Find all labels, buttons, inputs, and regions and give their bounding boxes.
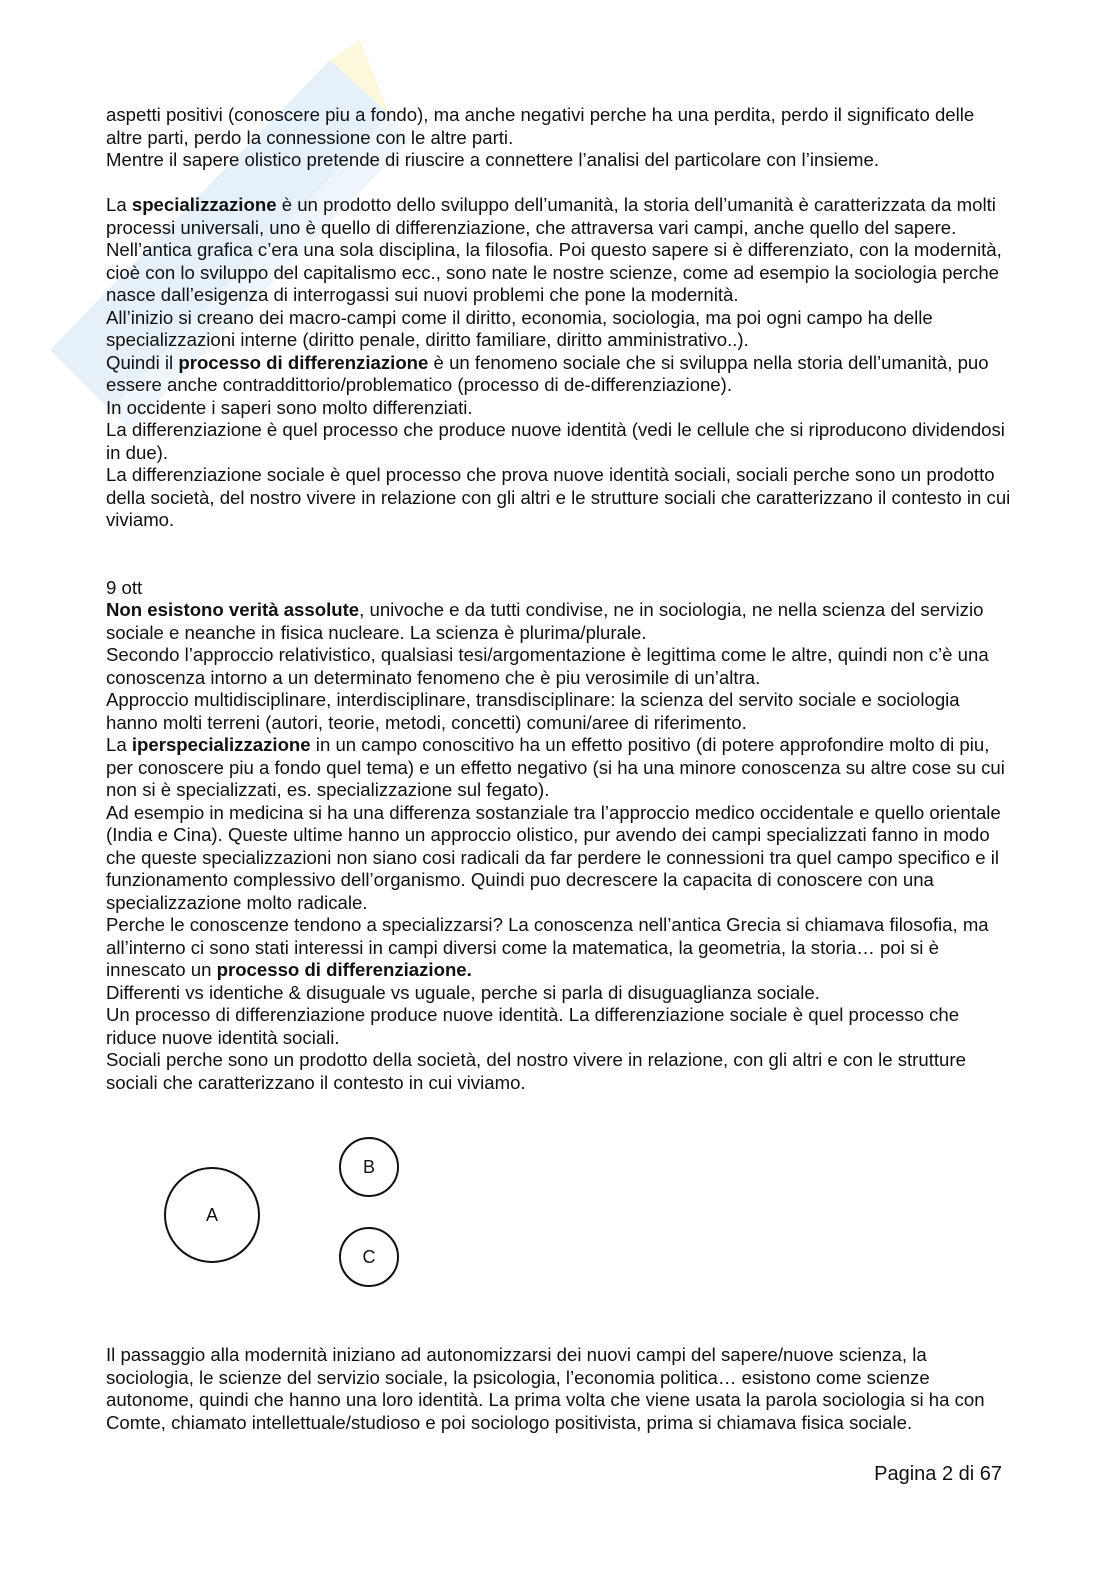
paragraph: [106, 599, 1011, 644]
section-modernita: [106, 1344, 1011, 1434]
text-run: Quindi il: [106, 351, 179, 373]
text-run: Sociali perche sono un prodotto della società, del nostro vivere in relazione, con gli altri e con le strutture sociali che caratterizzano il contesto in cui viviamo.: [106, 1049, 966, 1093]
section-9-ott: [106, 599, 1011, 1094]
paragraph: [106, 352, 1011, 397]
text-run: in un campo conoscitivo ha un effetto positivo (di potere approfondire molto di piu, per conoscere piu a fondo quel tema) e un effetto negativo (si ha una minore conoscenza su altre cose su cui non si è specializzati, es. specializzazione sul fegato).: [106, 734, 1005, 800]
bold-term: Non esistono verità assolute: [106, 599, 360, 620]
paragraph: [106, 397, 1011, 420]
text-run: La differenziazione è quel processo che produce nuove identità (vedi le cellule che si riproducono dividendosi in due).: [106, 419, 1005, 463]
text-run: Mentre il sapere olistico pretende di riuscire a connettere l’analisi del particolare con l’insieme.: [106, 149, 880, 170]
paragraph: [106, 464, 1011, 532]
paragraph: [106, 149, 1011, 172]
paragraph: [106, 419, 1011, 464]
text-run: In occidente i saperi sono molto differenziati.: [106, 396, 473, 418]
bold-term: iperspecializzazione: [131, 734, 311, 755]
paragraph: [106, 644, 1011, 689]
bold-term: specializzazione: [131, 194, 277, 215]
date-heading: 9 ott: [106, 576, 143, 598]
text-run: Un processo di differenziazione produce nuove identità. La differenziazione sociale è quel processo che riduce nuove identità sociali.: [106, 1004, 960, 1048]
text-run: , univoche e da tutti condivise, ne in sociologia, ne nella scienza del servizio sociale e neanche in fisica nucleare. La scienza è plurima/plurale.: [106, 599, 984, 643]
paragraph: [106, 307, 1011, 352]
paragraph: [106, 914, 1011, 982]
text-run: Ad esempio in medicina si ha una differenza sostanziale tra l’approccio medico occidentale e quello orientale (India e Cina). Queste ultime hanno un approccio olistico, pur avendo dei campi specializzati fanno in modo che queste specializzazioni non siano cosi radicali da far perdere le connessioni tra quel campo specifico e il funzionamento complessivo dell’organismo. Quindi puo decrescere la capacita di conoscere con una specializzazione molto radicale.: [106, 801, 1001, 913]
text-run: Secondo l’approccio relativistico, qualsiasi tesi/argomentazione è legittima come le altre, quindi non c’è una conoscenza intorno a un determinato fenomeno che è piu verosimile di un’altra.: [106, 644, 989, 688]
circle-b: [339, 1137, 399, 1197]
paragraph: [106, 734, 1011, 802]
paragraph: [106, 1049, 1011, 1094]
text-run: Perche le conoscenze tendono a specializzarsi? La conoscenza nell’antica Grecia si chiamava filosofia, ma all’interno ci sono stati interessi in campi diversi come la matematica, la geometria, la storia… poi si è innescato un: [106, 914, 989, 980]
paragraph: [106, 802, 1011, 915]
text-run: Il passaggio alla modernità iniziano ad autonomizzarsi dei nuovi campi del sapere/nuove scienza, la sociologia, le scienze del servizio sociale, la psicologia, l’economia politica… esistono come scienze autonome, quindi che hanno una loro identità. La prima volta che viene usata la parola sociologia si ha con Comte, chiamato intellettuale/studioso e poi sociologo positivista, prima si chiamava fisica sociale.: [106, 1344, 985, 1433]
circle-a: [164, 1167, 260, 1263]
differentiation-diagram: [106, 1094, 1011, 1344]
text-run: è un fenomeno sociale che si sviluppa nella storia dell’umanità, puo essere anche contraddittorio/problematico (processo di de-differenziazione).: [106, 351, 989, 395]
paragraph: [106, 689, 1011, 734]
paragraph: [106, 1004, 1011, 1049]
circle-a-label: A: [205, 1204, 218, 1225]
section-specializzazione: [106, 194, 1011, 532]
text-run: La: [106, 194, 132, 215]
text-run: La differenziazione sociale è quel processo che prova nuove identità sociali, sociali perche sono un prodotto della società, del nostro vivere in relazione con gli altri e le strutture sociali che caratterizzano il contesto in cui viviamo.: [106, 464, 1011, 530]
text-run: All’inizio si creano dei macro-campi come il diritto, economia, sociologia, ma poi ogni campo ha delle specializzazioni interne (diritto penale, diritto familiare, diritto amministrativo..).: [106, 306, 933, 350]
document-body: [106, 104, 1011, 1434]
paragraph: [106, 982, 1011, 1005]
bold-term: processo di differenziazione.: [216, 959, 472, 980]
circle-c: [339, 1227, 399, 1287]
text-run: Approccio multidisciplinare, interdisciplinare, transdisciplinare: la scienza del servito sociale e sociologia hanno molti terreni (autori, teorie, metodi, concetti) comuni/aree di riferimento.: [106, 689, 960, 733]
text-run: è un prodotto dello sviluppo dell’umanità, la storia dell’umanità è caratterizzata da molti processi universali, uno è quello di differenziazione, che attraversa vari campi, anche quello del sapere. Nell’antica grafica c’era una sola disciplina, la filosofia. Poi questo sapere si è differenziato, con la modernità, cioè con lo sviluppo del capitalismo ecc., sono nate le nostre scienze, come ad esempio la sociologia perche nasce dall’esigenza di interrogassi sui nuovi problemi che pone la modernità.: [106, 194, 1002, 305]
page-number: Pagina 2 di 67: [874, 1463, 1002, 1485]
text-run: Differenti vs identiche & disuguale vs uguale, perche si parla di disuguaglianza sociale.: [106, 981, 820, 1003]
paragraph: [106, 194, 1011, 307]
section-top: [106, 104, 1011, 172]
bold-term: processo di differenziazione: [178, 351, 429, 373]
paragraph: [106, 104, 1011, 149]
paragraph: [106, 1344, 1011, 1434]
circle-b-label: B: [362, 1156, 375, 1177]
text-run: aspetti positivi (conoscere piu a fondo), ma anche negativi perche ha una perdita, perdo il significato delle altre parti, perdo la connessione con le altre parti.: [106, 104, 975, 148]
circle-c-label: C: [362, 1246, 376, 1267]
text-run: La: [106, 734, 132, 755]
